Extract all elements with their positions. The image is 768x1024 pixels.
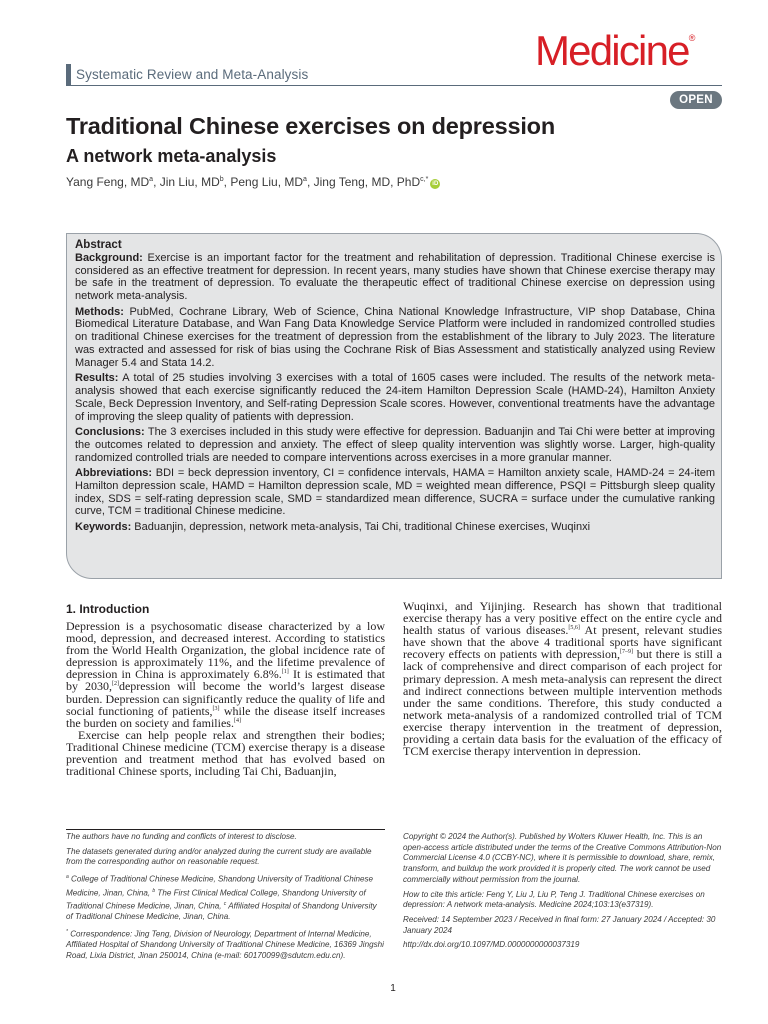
article-title: Traditional Chinese exercises on depression bbox=[66, 113, 555, 139]
authors-container: Yang Feng, $MD^a$, Jin Liu, $MD^b$, Peng Liu, $MD^a$, Jing Teng, MD, PhD$^{c,*}$ bbox=[66, 175, 429, 189]
footnote: The datasets generated during and/or analyzed during the current study are available from the corresponding author on reasonable request. bbox=[66, 846, 372, 867]
footnotes-right bbox=[403, 832, 722, 955]
citation-ref: [5,6] bbox=[568, 625, 580, 632]
citation-ref: [2] bbox=[111, 681, 119, 688]
citation-ref: [3] bbox=[212, 705, 220, 712]
article-subtitle: A network meta-analysis bbox=[66, 146, 277, 166]
journal-logo bbox=[535, 27, 696, 74]
abstract-section-label: Conclusions: bbox=[75, 425, 145, 438]
body-paragraph: Wuqinxi, and Yijinjing. Research has shown that traditional exercise therapy has a very positive effect on the entire cycle and health status of various diseases.[5,6] At present, relevant studies have shown that the above 4 traditional sports have significant recovery effects on patients with depression,[7–9] but there is still a lack of comprehensive and direct comparison of each project for primary depression. A mesh meta-analysis can represent the direct and indirect connections between multiple intervention methods under the same conditions. Therefore, this study conducted a network meta-analysis of a randomized controlled trial of TCM exercise therapy intervention in the treatment of depression, providing a certain data basis for the evaluation of the efficacy of TCM exercise therapy intervention in depression. bbox=[403, 599, 722, 759]
open-access-badge: OPEN bbox=[670, 91, 722, 109]
abstract-section-label: Methods: bbox=[75, 305, 124, 318]
author-affiliation-mark: b bbox=[219, 176, 224, 183]
body-paragraph: Exercise can help people relax and strengthen their bodies; Traditional Chinese medicine (TCM) exercise therapy is a disease prevention and treatment method that has evolved based on traditional Chinese sports, including Tai Chi, Baduanjin, bbox=[66, 727, 385, 779]
abstract-section bbox=[75, 521, 715, 534]
abstract-section-label: Keywords: bbox=[75, 520, 132, 533]
page-number: 1 bbox=[390, 983, 396, 994]
citation-ref: * bbox=[66, 928, 68, 935]
author-name: Jing Teng, MD, PhD bbox=[313, 175, 421, 189]
author-affiliation-mark: a bbox=[303, 176, 307, 183]
citation-ref: c bbox=[223, 900, 227, 907]
abstract-section bbox=[75, 252, 715, 303]
abstract-section-text: BDI = beck depression inventory, CI = confidence intervals, HAMA = Hamilton anxiety scale, HAMD-24 = 24-item Hamilton depression scale, HAMD = Hamilton depression scale, MD = weighted mean difference, PSQI = Pittsburgh sleep quality index, SDS = self-rating depression scale, SMD = standardized mean difference, SUCRA = surface under the cumulative ranking curve, TCM = traditional Chinese medicine. bbox=[75, 466, 715, 518]
introduction-left-column bbox=[66, 620, 385, 777]
citation-ref: [1] bbox=[281, 669, 289, 676]
abstract-section-text: Exercise is an important factor for the treatment and rehabilitation of depression. Traditional Chinese exercise is considered as an effective treatment for depression. In recent years, many studies have shown that Chinese exercise therapy may be safe in the treatment of depression. To evaluate the therapeutic effect of traditional Chinese exercise on depression using network meta-analysis. bbox=[75, 251, 715, 303]
abstract-section bbox=[75, 426, 715, 464]
author-list bbox=[66, 175, 440, 189]
footnote: Copyright © 2024 the Author(s). Published by Wolters Kluwer Health, Inc. This is an open-access article distributed under the terms of the Creative Commons Attribution-Non Commercial License 4.0 (CCBY-NC), where it is permissible to download, share, remix, transform, and buildup the work provided it is properly cited. The work cannot be used commercially without permission from the journal. bbox=[403, 832, 722, 884]
orcid-icon[interactable]: iD bbox=[432, 181, 439, 187]
abstract-content bbox=[75, 239, 715, 536]
abstract-section bbox=[75, 306, 715, 370]
section-label: Systematic Review and Meta-Analysis bbox=[76, 67, 309, 82]
abstract-section-label: Background: bbox=[75, 251, 143, 264]
author-affiliation-mark: a bbox=[149, 176, 154, 183]
footnote-rule bbox=[66, 829, 385, 830]
introduction-right-column bbox=[403, 600, 722, 757]
registered-mark: ® bbox=[688, 33, 696, 43]
footnotes-left bbox=[66, 832, 385, 966]
abstract-section-text: A total of 25 studies involving 3 exercises with a total of 1605 cases were included. The results of the network meta-analysis showed that each exercise significantly reduced the 24-item Hamilton Depression Scale (HAMD-24), Hamilton Anxiety Scale, Beck Depression Inventory, and Self-rating Depression Scale scores. However, conventional treatments have the advantage of improving the sleep quality of patients with depression. bbox=[75, 372, 715, 423]
abstract-section-label: Results: bbox=[75, 372, 119, 385]
footnote: * Correspondence: Jing Teng, Division of Neurology, Department of Internal Medicine, Affiliated Hospital of Shandong University of Traditional Chinese Medicine, 16369 Jingshi Road, Lixia District, Jinan 250014, China (e-mail: 60170099@sdutcm.edu.cn). bbox=[66, 928, 384, 961]
abstract-box bbox=[66, 233, 722, 579]
section-accent-bar bbox=[66, 64, 71, 86]
citation-ref: [7–9] bbox=[620, 649, 634, 656]
citation-ref: b bbox=[152, 887, 156, 894]
introduction-heading: 1. Introduction bbox=[66, 602, 150, 616]
abstract-section bbox=[75, 372, 715, 423]
author-name: Peng Liu, MD bbox=[230, 175, 304, 189]
footnote: How to cite this article: Feng Y, Liu J, Liu P, Teng J. Traditional Chinese exercises on depression: A network meta-analysis. Medicine 2024;103:13(e37319). bbox=[403, 889, 705, 910]
footnote: The authors have no funding and conflicts of interest to disclose. bbox=[66, 832, 297, 841]
citation-ref: a bbox=[66, 874, 69, 881]
footnote: http://dx.doi.org/10.1097/MD.0000000000037319 bbox=[403, 940, 580, 950]
footnote: Received: 14 September 2023 / Received in final form: 27 January 2024 / Accepted: 30 January 2024 bbox=[403, 914, 716, 935]
abstract-section-text: Baduanjin, depression, network meta-analysis, Tai Chi, traditional Chinese exercises, Wuqinxi bbox=[131, 520, 591, 533]
header-rule bbox=[66, 85, 722, 86]
abstract-section bbox=[75, 467, 715, 518]
abstract-section-text: PubMed, Cochrane Library, Web of Science, China National Knowledge Infrastructure, VIP shop Database, China Biomedical Literature Database, and Wan Fang Data Knowledge Service Platform were included in randomized controlled studies on traditional Chinese exercises for the treatment of depression from the establishment of the library to July 2023. The literature was extracted and assessed for risk of bias using the Cochrane Risk of Bias Assessment and statistically analyzed using Review Manager 5.4 and Stata 14.2. bbox=[75, 305, 715, 369]
abstract-heading: Abstract bbox=[75, 239, 122, 251]
abstract-section-text: The 3 exercises included in this study were effective for depression. Baduanjin and Tai Chi were better at improving the outcomes related to depression and anxiety. The effect of sleep quality intervention was slightly worse. Larger, high-quality randomized controlled trials are needed to compare interventions across exercises in a more granular manner. bbox=[75, 425, 715, 464]
citation-ref: [4] bbox=[233, 717, 241, 724]
abstract-sections bbox=[75, 252, 715, 534]
footnote: $^a$ College of Traditional Chinese Medicine, Shandong University of Traditional Chinese Medicine, Jinan, China, $^b$ The First Clinical Medical College, Shandong University of Traditional Chinese Medicine, Jinan, China, $^c$ Affiliated Hospital of Shandong University of Traditional Chinese Medicine, Jinan, China. bbox=[66, 874, 377, 922]
author-affiliation-mark: c,* bbox=[420, 176, 429, 183]
author-name: Yang Feng, MD bbox=[66, 175, 150, 189]
journal-name: Medicine bbox=[535, 27, 689, 74]
abstract-section-label: Abbreviations: bbox=[75, 466, 153, 479]
author-name: Jin Liu, MD bbox=[159, 175, 220, 189]
body-paragraph: Depression is a psychosomatic disease characterized by a low mood, depression, and decreased interest. According to statistics from the World Health Organization, the global incidence rate of depression is approximately 11%, and the lifetime prevalence of depression in China is approximately 6.8%.[1] It is estimated that by 2030,[2]depression will become the world’s largest disease burden. Depression can significantly reduce the quality of life and social functioning of patients,[3] while the disease itself increases the burden on society and families.[4] bbox=[66, 619, 386, 730]
